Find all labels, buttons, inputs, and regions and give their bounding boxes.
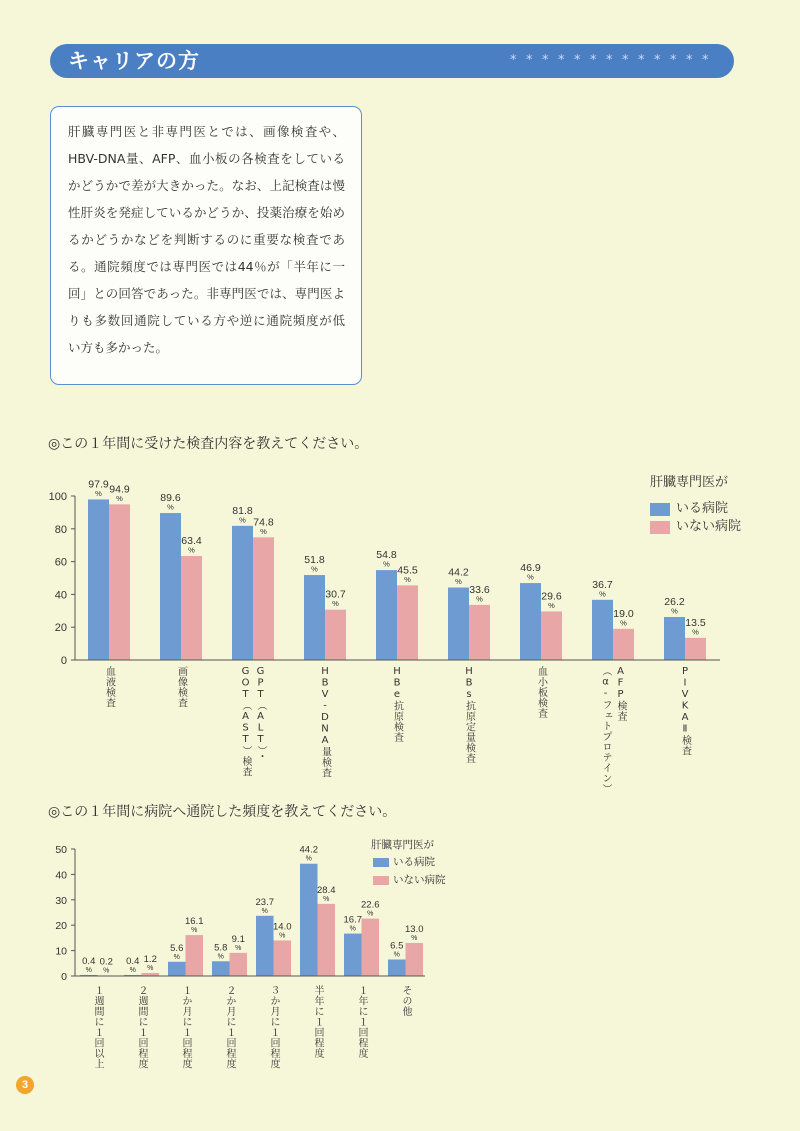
exam-chart-y-tick-label: 80 <box>54 523 67 536</box>
visit-chart-category-label: ２か月に１回程度 <box>224 985 235 1069</box>
summary-line: HBV-DNA量、AFP、血小板の各検査をしている <box>68 151 345 166</box>
summary-line: 性肝炎を発症しているかどうか、投薬治療を始め <box>68 205 345 220</box>
visit-chart-percent-label: % <box>191 927 198 935</box>
visit-chart-legend-swatch-without-specialist <box>373 876 389 885</box>
summary-line: 回」との回答であった。非専門医では、専門医よ <box>68 286 345 301</box>
visit-chart-value-label: 16.1 <box>185 916 204 928</box>
visit-chart-value-label: 16.7 <box>343 914 362 926</box>
visit-chart-percent-label: % <box>367 910 374 918</box>
visit-chart-percent-label: % <box>173 953 180 961</box>
visit-chart-category-label: １年に１回程度 <box>356 985 367 1059</box>
visit-chart-y-tick-label: 30 <box>55 894 67 907</box>
visit-chart-value-label: 14.0 <box>273 921 292 933</box>
exam-chart-value-label: 46.9 <box>520 562 541 575</box>
visit-chart-value-label: 0.4 <box>82 955 96 967</box>
exam-chart-percent-label: % <box>95 488 102 498</box>
visit-chart-value-label: 23.7 <box>255 896 274 908</box>
exam-chart <box>0 470 800 800</box>
visit-chart-legend-swatch-with-specialist <box>373 858 389 867</box>
exam-chart-legend-swatch-without-specialist <box>650 521 670 534</box>
exam-chart-category-label: GPT（ALT）・ GOT（AST）検査 <box>240 666 266 777</box>
visit-chart-title: ◎この１年間に病院へ通院した頻度を教えてください。 <box>48 804 397 820</box>
exam-chart-percent-label: % <box>548 600 555 610</box>
exam-chart-value-label: 36.7 <box>592 578 613 591</box>
visit-chart-percent-label: % <box>411 934 418 942</box>
exam-chart-percent-label: % <box>332 599 339 609</box>
exam-chart-category-label: HBV-DNA量検査 <box>319 666 331 778</box>
exam-chart-percent-label: % <box>311 564 318 574</box>
summary-line: る。通院頻度では専門医では44％が「半年に一 <box>68 259 345 274</box>
visit-chart-percent-label: % <box>85 966 92 974</box>
exam-chart-value-label: 26.2 <box>664 596 685 609</box>
visit-chart-category-label: その他 <box>400 985 411 1017</box>
visit-chart-percent-label: % <box>323 895 330 903</box>
page-number-badge: 3 <box>16 1076 34 1094</box>
exam-chart-y-tick-label: 20 <box>54 622 67 635</box>
exam-chart-category-label: PIVKAⅡ検査 <box>679 666 691 756</box>
exam-chart-legend-title: 肝臓専門医が <box>650 475 729 490</box>
exam-chart-legend-swatch-with-specialist <box>650 503 670 516</box>
visit-chart-y-tick-label: 40 <box>55 869 67 882</box>
summary-line: るかどうかなどを判断するのに重要な検査であ <box>68 232 345 247</box>
visit-chart-category-label: １週間に１回以上 <box>92 985 103 1069</box>
visit-chart-value-label: 0.2 <box>99 956 113 968</box>
exam-chart-y-tick-label: 100 <box>48 491 67 503</box>
exam-chart-percent-label: % <box>188 545 195 555</box>
visit-chart-value-label: 9.1 <box>231 933 245 945</box>
exam-chart-percent-label: % <box>167 502 174 512</box>
exam-chart-value-label: 89.6 <box>160 492 181 505</box>
visit-chart-value-label: 6.5 <box>390 940 404 952</box>
visit-chart-y-tick-label: 20 <box>55 920 67 933</box>
visit-chart-percent-label: % <box>261 907 268 915</box>
visit-chart-percent-label: % <box>217 953 224 961</box>
summary-line: い方も多かった。 <box>68 340 169 355</box>
exam-chart-title: ◎この１年間に受けた検査内容を教えてください。 <box>48 436 369 452</box>
visit-chart-percent-label: % <box>235 944 242 952</box>
exam-chart-percent-label: % <box>404 574 411 584</box>
exam-chart-percent-label: % <box>476 594 483 604</box>
exam-chart-value-label: 97.9 <box>88 478 109 491</box>
exam-chart-value-label: 45.5 <box>397 564 418 577</box>
visit-chart-value-label: 22.6 <box>361 899 380 911</box>
exam-chart-legend-label-with-specialist: いる病院 <box>676 501 729 516</box>
section-title: キャリアの方 <box>68 49 200 73</box>
visit-chart-y-tick-label: 50 <box>55 844 67 856</box>
visit-chart-category-label: 半年に１回程度 <box>312 985 323 1059</box>
visit-chart-value-label: 0.4 <box>126 955 140 967</box>
exam-chart-value-label: 94.9 <box>109 483 130 496</box>
exam-chart-percent-label: % <box>599 589 606 599</box>
visit-chart-y-tick-label: 0 <box>61 971 67 983</box>
exam-chart-category-label: HBe抗原検査 <box>391 666 403 743</box>
exam-chart-percent-label: % <box>671 606 678 616</box>
visit-chart-value-label: 44.2 <box>299 844 318 856</box>
summary-line: りも多数回通院している方や逆に通院頻度が低 <box>68 313 345 328</box>
visit-chart-percent-label: % <box>305 855 312 863</box>
exam-chart-value-label: 54.8 <box>376 549 397 562</box>
exam-chart-category-label: AFP検査 （α-フェトプロテイン） <box>600 666 626 794</box>
summary-line: 肝臓専門医と非専門医とでは、画像検査や、 <box>68 124 345 139</box>
exam-chart-percent-label: % <box>239 515 246 525</box>
visit-chart-value-label: 13.0 <box>405 923 424 935</box>
asterisk-decoration: ************* <box>510 53 718 68</box>
visit-chart-category-label: １か月に１回程度 <box>180 985 191 1069</box>
exam-chart-percent-label: % <box>455 577 462 587</box>
visit-chart-category-labels <box>0 835 800 1075</box>
visit-chart-percent-label: % <box>393 951 400 959</box>
exam-chart-value-label: 13.5 <box>685 616 706 629</box>
exam-chart-value-label: 63.4 <box>181 535 202 548</box>
visit-chart-legend-title: 肝臓専門医が <box>371 839 434 851</box>
visit-chart-percent-label: % <box>279 932 286 940</box>
exam-chart-value-label: 19.0 <box>613 607 634 620</box>
exam-chart-percent-label: % <box>527 572 534 582</box>
exam-chart-percent-label: % <box>383 559 390 569</box>
visit-chart-value-label: 5.8 <box>214 942 228 954</box>
exam-chart-value-label: 74.8 <box>253 516 274 529</box>
exam-chart-value-label: 44.2 <box>448 566 469 579</box>
exam-chart-percent-label: % <box>260 526 267 536</box>
exam-chart-value-label: 30.7 <box>325 588 346 601</box>
section-header-bar <box>50 44 734 78</box>
exam-chart-category-label: HBs抗原定量検査 <box>463 666 475 764</box>
summary-text-box <box>50 106 362 385</box>
exam-chart-value-label: 33.6 <box>469 583 490 596</box>
visit-chart-percent-label: % <box>129 966 136 974</box>
exam-chart-value-label: 51.8 <box>304 554 325 567</box>
exam-chart-legend-label-without-specialist: いない病院 <box>676 519 742 534</box>
visit-chart-value-label: 5.6 <box>170 942 184 954</box>
visit-frequency-chart <box>0 835 800 1075</box>
exam-chart-value-label: 29.6 <box>541 590 562 603</box>
visit-chart-category-label: ２週間に１回程度 <box>136 985 147 1069</box>
visit-chart-percent-label: % <box>349 925 356 933</box>
exam-chart-value-label: 81.8 <box>232 504 253 517</box>
exam-chart-category-label: 血小板検査 <box>535 666 547 719</box>
visit-chart-legend-label-without-specialist: いない病院 <box>393 874 446 886</box>
visit-chart-y-tick-label: 10 <box>55 945 67 958</box>
visit-chart-legend-label-with-specialist: いる病院 <box>393 856 435 868</box>
visit-chart-value-label: 28.4 <box>317 884 336 896</box>
visit-chart-percent-label: % <box>147 964 154 972</box>
summary-line: かどうかで差が大きかった。なお、上記検査は慢 <box>68 178 345 193</box>
exam-chart-y-tick-label: 0 <box>60 655 67 667</box>
exam-chart-percent-label: % <box>692 627 699 637</box>
exam-chart-y-tick-label: 60 <box>54 556 67 569</box>
exam-chart-percent-label: % <box>620 618 627 628</box>
exam-chart-percent-label: % <box>116 493 123 503</box>
visit-chart-percent-label: % <box>103 967 110 975</box>
exam-chart-category-label: 画像検査 <box>175 666 187 708</box>
exam-chart-category-label: 血液検査 <box>103 666 115 708</box>
visit-chart-category-label: ３か月に１回程度 <box>268 985 279 1069</box>
exam-chart-y-tick-label: 40 <box>54 589 67 602</box>
visit-chart-value-label: 1.2 <box>143 953 157 965</box>
